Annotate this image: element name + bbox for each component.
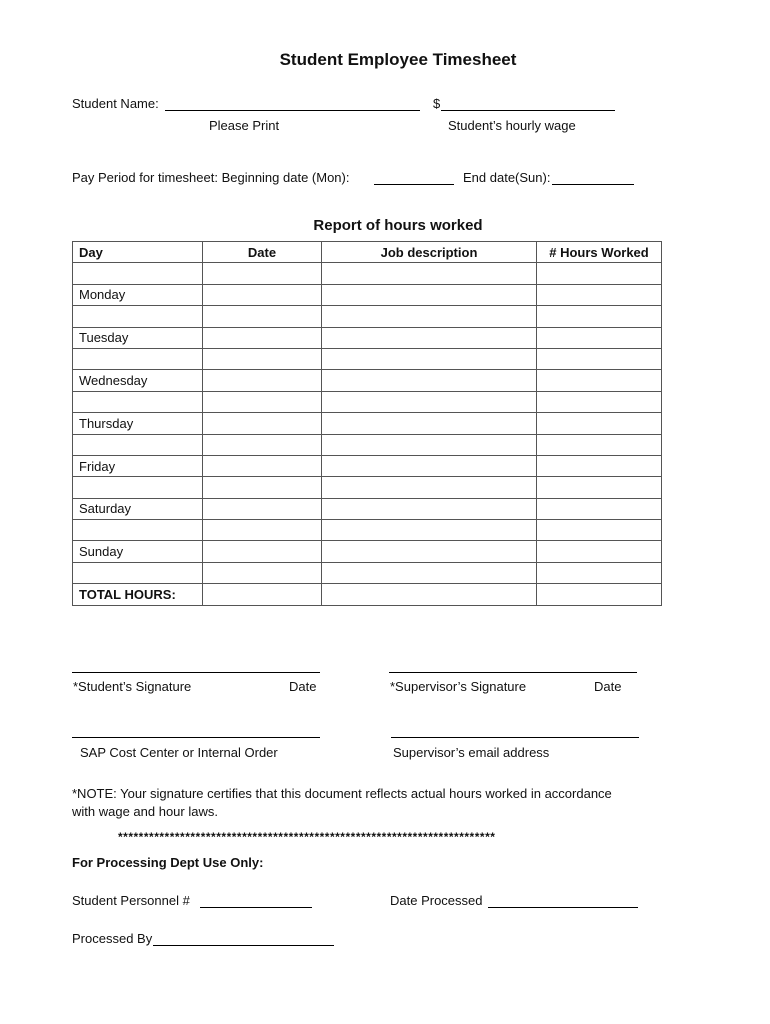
hours-worked-cell[interactable] bbox=[537, 413, 662, 434]
wage-symbol: $ bbox=[433, 96, 441, 111]
hours-worked-cell[interactable] bbox=[537, 306, 662, 327]
job-description-cell[interactable] bbox=[322, 584, 537, 605]
day-cell bbox=[73, 263, 203, 284]
table-row bbox=[73, 541, 662, 562]
day-cell: Saturday bbox=[73, 498, 203, 519]
job-description-cell[interactable] bbox=[322, 498, 537, 519]
note-line-2: with wage and hour laws. bbox=[72, 804, 218, 819]
table-row bbox=[73, 584, 662, 605]
table-row bbox=[73, 306, 662, 327]
sap-cost-center-line[interactable] bbox=[72, 737, 320, 738]
date-cell[interactable] bbox=[203, 284, 322, 305]
begin-date-line[interactable] bbox=[374, 184, 454, 185]
table-row bbox=[73, 413, 662, 434]
table-row bbox=[73, 370, 662, 391]
student-name-line[interactable] bbox=[165, 110, 420, 111]
please-print-caption: Please Print bbox=[209, 118, 280, 133]
date-cell[interactable] bbox=[203, 263, 322, 284]
report-title: Report of hours worked bbox=[313, 217, 483, 234]
job-description-cell[interactable] bbox=[322, 434, 537, 455]
date-cell[interactable] bbox=[203, 348, 322, 369]
day-cell: Thursday bbox=[73, 413, 203, 434]
job-description-cell[interactable] bbox=[322, 541, 537, 562]
job-description-cell[interactable] bbox=[322, 284, 537, 305]
day-cell: Wednesday bbox=[73, 370, 203, 391]
job-description-cell[interactable] bbox=[322, 370, 537, 391]
processed-by-line[interactable] bbox=[153, 945, 334, 946]
job-description-cell[interactable] bbox=[322, 477, 537, 498]
day-cell bbox=[73, 434, 203, 455]
supervisor-signature-date-label: Date bbox=[594, 679, 622, 694]
hours-worked-cell[interactable] bbox=[537, 284, 662, 305]
table-row bbox=[73, 520, 662, 541]
column-header-job-description: Job description bbox=[322, 242, 537, 263]
job-description-cell[interactable] bbox=[322, 348, 537, 369]
hourly-wage-caption: Student’s hourly wage bbox=[448, 118, 576, 133]
day-cell bbox=[73, 391, 203, 412]
job-description-cell[interactable] bbox=[322, 391, 537, 412]
day-cell: TOTAL HOURS: bbox=[73, 584, 203, 605]
processing-heading: For Processing Dept Use Only: bbox=[72, 855, 264, 870]
date-cell[interactable] bbox=[203, 413, 322, 434]
end-date-label: End date(Sun): bbox=[463, 170, 551, 185]
separator-stars: ************************************************************************* bbox=[118, 830, 496, 844]
sap-cost-center-label: SAP Cost Center or Internal Order bbox=[80, 745, 278, 760]
date-cell[interactable] bbox=[203, 327, 322, 348]
job-description-cell[interactable] bbox=[322, 306, 537, 327]
day-cell: Monday bbox=[73, 284, 203, 305]
hours-worked-cell[interactable] bbox=[537, 584, 662, 605]
table-row bbox=[73, 477, 662, 498]
date-cell[interactable] bbox=[203, 391, 322, 412]
student-signature-date-label: Date bbox=[289, 679, 317, 694]
date-cell[interactable] bbox=[203, 370, 322, 391]
column-header-day: Day bbox=[73, 242, 203, 263]
supervisor-email-line[interactable] bbox=[391, 737, 639, 738]
hours-table bbox=[72, 241, 662, 606]
end-date-line[interactable] bbox=[552, 184, 634, 185]
date-processed-label: Date Processed bbox=[390, 893, 483, 908]
table-row bbox=[73, 434, 662, 455]
day-cell bbox=[73, 348, 203, 369]
student-signature-line[interactable] bbox=[72, 672, 320, 673]
hours-worked-cell[interactable] bbox=[537, 520, 662, 541]
table-row bbox=[73, 562, 662, 583]
table-row bbox=[73, 327, 662, 348]
pay-period-label: Pay Period for timesheet: Beginning date (Mon): bbox=[72, 170, 350, 185]
hourly-wage-line[interactable] bbox=[441, 110, 615, 111]
table-row bbox=[73, 348, 662, 369]
table-row bbox=[73, 391, 662, 412]
job-description-cell[interactable] bbox=[322, 562, 537, 583]
job-description-cell[interactable] bbox=[322, 413, 537, 434]
processed-by-label: Processed By bbox=[72, 931, 153, 946]
date-cell[interactable] bbox=[203, 455, 322, 476]
hours-worked-cell[interactable] bbox=[537, 391, 662, 412]
supervisor-signature-label: *Supervisor’s Signature bbox=[390, 679, 527, 694]
column-header-date: Date bbox=[203, 242, 322, 263]
day-cell bbox=[73, 306, 203, 327]
hours-worked-cell[interactable] bbox=[537, 541, 662, 562]
table-row bbox=[73, 284, 662, 305]
day-cell bbox=[73, 562, 203, 583]
hours-worked-cell[interactable] bbox=[537, 498, 662, 519]
personnel-number-label: Student Personnel # bbox=[72, 893, 190, 908]
hours-worked-cell[interactable] bbox=[537, 348, 662, 369]
page-title: Student Employee Timesheet bbox=[279, 50, 517, 69]
hours-worked-cell[interactable] bbox=[537, 455, 662, 476]
job-description-cell[interactable] bbox=[322, 520, 537, 541]
hours-worked-cell[interactable] bbox=[537, 370, 662, 391]
table-row bbox=[73, 498, 662, 519]
day-cell: Friday bbox=[73, 455, 203, 476]
day-cell: Tuesday bbox=[73, 327, 203, 348]
column-header-hours-worked: # Hours Worked bbox=[537, 242, 662, 263]
table-row bbox=[73, 455, 662, 476]
date-cell[interactable] bbox=[203, 520, 322, 541]
supervisor-signature-line[interactable] bbox=[389, 672, 637, 673]
job-description-cell[interactable] bbox=[322, 327, 537, 348]
date-cell[interactable] bbox=[203, 306, 322, 327]
student-name-label: Student Name: bbox=[72, 96, 159, 111]
date-cell[interactable] bbox=[203, 477, 322, 498]
hours-worked-cell[interactable] bbox=[537, 477, 662, 498]
day-cell: Sunday bbox=[73, 541, 203, 562]
date-cell[interactable] bbox=[203, 498, 322, 519]
hours-worked-cell[interactable] bbox=[537, 562, 662, 583]
job-description-cell[interactable] bbox=[322, 455, 537, 476]
day-cell bbox=[73, 477, 203, 498]
supervisor-email-label: Supervisor’s email address bbox=[393, 745, 550, 760]
hours-worked-cell[interactable] bbox=[537, 434, 662, 455]
hours-table-body bbox=[73, 263, 662, 605]
hours-worked-cell[interactable] bbox=[537, 327, 662, 348]
date-cell[interactable] bbox=[203, 541, 322, 562]
student-signature-label: *Student’s Signature bbox=[73, 679, 192, 694]
note-line-1: *NOTE: Your signature certifies that this document reflects actual hours worked in accordance bbox=[72, 786, 612, 801]
date-cell[interactable] bbox=[203, 584, 322, 605]
table-row bbox=[73, 263, 662, 284]
day-cell bbox=[73, 520, 203, 541]
personnel-number-line[interactable] bbox=[200, 907, 312, 908]
date-cell[interactable] bbox=[203, 562, 322, 583]
date-processed-line[interactable] bbox=[488, 907, 638, 908]
hours-worked-cell[interactable] bbox=[537, 263, 662, 284]
date-cell[interactable] bbox=[203, 434, 322, 455]
job-description-cell[interactable] bbox=[322, 263, 537, 284]
